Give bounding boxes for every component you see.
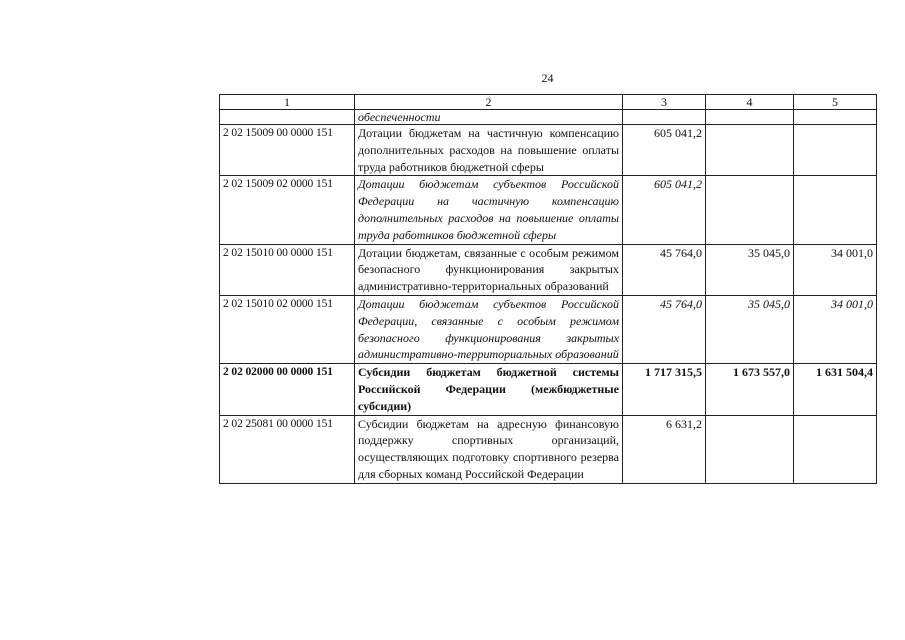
continuation-cell-4 — [706, 110, 794, 125]
table-row — [220, 125, 877, 176]
column-header-2: 2 — [355, 95, 623, 110]
row-value-col4 — [706, 415, 794, 483]
row-value-col5 — [794, 176, 877, 244]
row-value-col4: 35 045,0 — [706, 295, 794, 363]
table-row — [220, 415, 877, 483]
column-header-5: 5 — [794, 95, 877, 110]
row-value-col4: 1 673 557,0 — [706, 364, 794, 415]
row-value-col4: 35 045,0 — [706, 244, 794, 295]
column-header-3: 3 — [623, 95, 706, 110]
table-row — [220, 364, 877, 415]
table-row — [220, 244, 877, 295]
row-value-col5: 34 001,0 — [794, 295, 877, 363]
row-name: Субсидии бюджетам бюджетной системы Российской Федерации (межбюджетные субсидии) — [355, 364, 623, 415]
table-header-row — [220, 95, 877, 110]
row-name: Дотации бюджетам на частичную компенсацию дополнительных расходов на повышение оплаты труда работников бюджетной сферы — [355, 125, 623, 176]
row-code: 2 02 15009 02 0000 151 — [220, 176, 355, 244]
continuation-cell-5 — [794, 110, 877, 125]
row-value-col4 — [706, 125, 794, 176]
row-name: Дотации бюджетам, связанные с особым режимом безопасного функционирования закрытых административно-территориальных образований — [355, 244, 623, 295]
row-name: Дотации бюджетам субъектов Российской Федерации, связанные с особым режимом безопасного функционирования закрытых административно-территориальных образований — [355, 295, 623, 363]
row-value-col3: 605 041,2 — [623, 125, 706, 176]
row-name: Субсидии бюджетам на адресную финансовую поддержку спортивных организаций, осуществляющих подготовку спортивного резерва для сборных команд Российской Федерации — [355, 415, 623, 483]
continuation-cell-3 — [623, 110, 706, 125]
row-value-col3: 45 764,0 — [623, 295, 706, 363]
column-header-1: 1 — [220, 95, 355, 110]
row-value-col4 — [706, 176, 794, 244]
row-code: 2 02 15010 00 0000 151 — [220, 244, 355, 295]
row-value-col5: 34 001,0 — [794, 244, 877, 295]
continuation-text: обеспеченности — [355, 110, 623, 125]
row-value-col3: 45 764,0 — [623, 244, 706, 295]
row-code: 2 02 25081 00 0000 151 — [220, 415, 355, 483]
continuation-code-cell — [220, 110, 355, 125]
row-code: 2 02 15009 00 0000 151 — [220, 125, 355, 176]
column-header-4: 4 — [706, 95, 794, 110]
table-row — [220, 295, 877, 363]
row-name: Дотации бюджетам субъектов Российской Федерации на частичную компенсацию дополнительных расходов на повышение оплаты труда работников бюджетной сферы — [355, 176, 623, 244]
row-value-col3: 6 631,2 — [623, 415, 706, 483]
continuation-row — [220, 110, 877, 125]
row-value-col5 — [794, 125, 877, 176]
page-number: 24 — [541, 71, 554, 85]
row-code: 2 02 15010 02 0000 151 — [220, 295, 355, 363]
row-value-col3: 1 717 315,5 — [623, 364, 706, 415]
row-value-col5 — [794, 415, 877, 483]
row-value-col5: 1 631 504,4 — [794, 364, 877, 415]
row-code: 2 02 02000 00 0000 151 — [220, 364, 355, 415]
budget-revenue-table — [219, 94, 877, 484]
table-row — [220, 176, 877, 244]
row-value-col3: 605 041,2 — [623, 176, 706, 244]
